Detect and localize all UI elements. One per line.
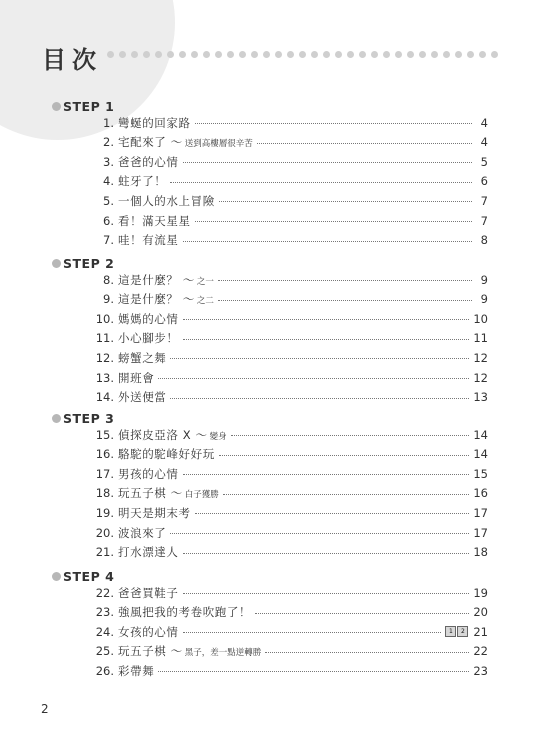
dot-ornament xyxy=(383,51,390,58)
entry-number: 18. xyxy=(95,486,114,501)
entry-page-number: 8 xyxy=(480,233,488,248)
step-label: STEP 2 xyxy=(63,255,115,271)
entry-number: 14. xyxy=(95,390,114,405)
entry-number: 26. xyxy=(95,663,114,678)
entry-number: 15. xyxy=(95,427,114,442)
entry-title-wrap xyxy=(118,154,179,170)
entry-title-wrap xyxy=(118,350,166,366)
toc-entry[interactable] xyxy=(80,152,488,171)
dot-leader xyxy=(183,593,470,594)
entry-number: 4. xyxy=(103,174,114,189)
dot-ornament xyxy=(203,51,210,58)
entry-subtitle: 黑子，差一點逆轉勝 xyxy=(184,648,262,659)
dot-ornament xyxy=(479,51,486,58)
entry-title-wrap xyxy=(118,311,179,327)
entry-title: 女孩的心情 xyxy=(118,624,179,639)
dot-leader xyxy=(183,319,470,320)
entry-title-wrap xyxy=(118,330,179,346)
entry-subtitle: 送到高樓層很辛苦 xyxy=(184,139,253,150)
entry-title-wrap xyxy=(118,505,191,521)
dot-leader xyxy=(170,358,469,359)
dot-leader xyxy=(219,201,472,202)
dot-ornament xyxy=(155,51,162,58)
dot-leader xyxy=(195,513,470,514)
entry-number: 21. xyxy=(95,545,114,560)
entry-title-wrap xyxy=(118,115,191,131)
level-badge: 1 xyxy=(445,626,456,637)
dot-leader xyxy=(231,435,470,436)
entry-title: 偵探皮亞洛 X ～ xyxy=(118,427,208,442)
entry-title-wrap xyxy=(118,446,215,462)
toc-entry[interactable] xyxy=(80,309,488,328)
entry-title: 明天是期末考 xyxy=(118,505,191,520)
toc-entry[interactable] xyxy=(80,661,488,680)
dot-leader xyxy=(183,474,470,475)
dot-ornament xyxy=(107,51,114,58)
entry-title-wrap xyxy=(118,291,214,307)
toc-entry[interactable] xyxy=(80,425,488,444)
dot-ornament xyxy=(287,51,294,58)
dot-ornament xyxy=(179,51,186,58)
entry-subtitle: 之一 xyxy=(196,276,214,287)
entry-page-number: 5 xyxy=(480,154,488,169)
dot-leader xyxy=(183,162,473,163)
toc-entry[interactable] xyxy=(80,642,488,661)
toc-entry[interactable] xyxy=(80,368,488,387)
dot-leader xyxy=(158,378,469,379)
entry-title: 爸爸買鞋子 xyxy=(118,585,179,600)
entry-number: 9. xyxy=(103,292,114,307)
dot-ornament xyxy=(491,51,498,58)
toc-entry[interactable] xyxy=(80,290,488,309)
toc-entry[interactable] xyxy=(80,622,488,641)
entry-number: 19. xyxy=(95,505,114,520)
entry-page-number: 10 xyxy=(473,311,488,326)
entry-title: 彎蜒的回家路 xyxy=(118,115,191,130)
toc-entry[interactable] xyxy=(80,191,488,210)
dot-ornament xyxy=(143,51,150,58)
entry-title: 這是什麼？ ～ xyxy=(118,292,195,307)
entry-title: 駱駝的駝峰好好玩 xyxy=(118,447,215,462)
entry-page-number: 22 xyxy=(473,644,488,659)
dot-ornament xyxy=(323,51,330,58)
page-number: 2 xyxy=(41,702,49,716)
dot-ornament xyxy=(131,51,138,58)
entry-page-number: 4 xyxy=(480,135,488,150)
dot-ornament xyxy=(191,51,198,58)
entry-title-wrap xyxy=(118,663,154,679)
toc-entry[interactable] xyxy=(80,503,488,522)
entry-number: 3. xyxy=(103,154,114,169)
dot-ornament xyxy=(335,51,342,58)
dot-leader xyxy=(218,280,472,281)
toc-entry[interactable] xyxy=(80,348,488,367)
dot-ornament xyxy=(443,51,450,58)
dot-ornament xyxy=(407,51,414,58)
dot-leader xyxy=(223,494,470,495)
entry-number: 7. xyxy=(103,233,114,248)
toc-entry[interactable] xyxy=(80,464,488,483)
entry-title: 這是什麼？ ～ xyxy=(118,272,195,287)
entry-page-number: 14 xyxy=(473,447,488,462)
entry-title-wrap xyxy=(118,272,214,288)
entry-number: 2. xyxy=(103,135,114,150)
dot-leader xyxy=(183,632,442,633)
entry-number: 13. xyxy=(95,370,114,385)
dot-leader xyxy=(170,182,472,183)
entry-title-wrap xyxy=(118,193,215,209)
dot-leader xyxy=(170,398,469,399)
dot-leader xyxy=(255,613,469,614)
entry-title: 哇！有流星 xyxy=(118,233,179,248)
entry-title-wrap xyxy=(118,585,179,601)
dot-ornament xyxy=(299,51,306,58)
dot-ornament xyxy=(311,51,318,58)
entry-number: 24. xyxy=(95,624,114,639)
entry-subtitle: 變身 xyxy=(209,431,227,442)
entry-title-wrap xyxy=(118,624,179,640)
entry-number: 20. xyxy=(95,525,114,540)
toc-entry[interactable] xyxy=(80,211,488,230)
entry-page-number: 17 xyxy=(473,525,488,540)
entry-page-number: 21 xyxy=(473,624,488,639)
entry-title-wrap xyxy=(118,389,166,405)
dot-leader xyxy=(218,300,472,301)
toc-entry[interactable] xyxy=(80,484,488,503)
toc-entry[interactable] xyxy=(80,445,488,464)
level-badge: 2 xyxy=(457,626,468,637)
entry-page-number: 17 xyxy=(473,505,488,520)
entry-title: 波浪來了 xyxy=(118,525,167,540)
page-title: 目次 xyxy=(42,46,102,74)
entry-title: 外送便當 xyxy=(118,390,167,405)
dot-ornament xyxy=(251,51,258,58)
toc-entry[interactable] xyxy=(80,388,488,407)
entry-title: 男孩的心情 xyxy=(118,466,179,481)
step-bullet-icon xyxy=(52,259,61,268)
entry-page-number: 20 xyxy=(473,605,488,620)
entry-number: 16. xyxy=(95,447,114,462)
dot-leader xyxy=(158,671,469,672)
entry-title: 爸爸的心情 xyxy=(118,154,179,169)
entry-subtitle: 之二 xyxy=(196,296,214,307)
toc-entry[interactable] xyxy=(80,543,488,562)
entry-title: 玩五子棋 ～ xyxy=(118,486,183,501)
entry-number: 6. xyxy=(103,213,114,228)
toc-entry[interactable] xyxy=(80,113,488,132)
dot-ornament xyxy=(431,51,438,58)
entry-title-wrap xyxy=(118,604,251,620)
dot-ornament xyxy=(395,51,402,58)
title-dot-rule xyxy=(107,51,498,58)
entry-number: 12. xyxy=(95,350,114,365)
entry-title-wrap xyxy=(118,213,191,229)
entry-page-number: 11 xyxy=(473,331,488,346)
dot-ornament xyxy=(455,51,462,58)
entry-title: 彩帶舞 xyxy=(118,663,155,678)
entry-page-number: 12 xyxy=(473,350,488,365)
entry-title-wrap xyxy=(118,485,219,501)
step-label: STEP 1 xyxy=(63,98,115,114)
dot-ornament xyxy=(119,51,126,58)
dot-leader xyxy=(195,123,472,124)
entry-title-wrap xyxy=(118,173,166,189)
entry-page-number: 12 xyxy=(473,370,488,385)
entry-title-wrap xyxy=(118,370,154,386)
entry-title-wrap xyxy=(118,525,166,541)
entry-title-wrap xyxy=(118,427,227,443)
dot-ornament xyxy=(347,51,354,58)
toc-entry[interactable] xyxy=(80,133,488,152)
dot-ornament xyxy=(227,51,234,58)
entry-title: 玩五子棋 ～ xyxy=(118,644,183,659)
step-bullet-icon xyxy=(52,102,61,111)
toc-entry[interactable] xyxy=(80,270,488,289)
step-bullet-icon xyxy=(52,414,61,423)
entry-title-wrap xyxy=(118,232,179,248)
dot-leader xyxy=(265,652,469,653)
entry-page-number: 6 xyxy=(480,174,488,189)
entry-title: 強風把我的考卷吹跑了！ xyxy=(118,605,252,620)
entry-number: 23. xyxy=(95,605,114,620)
dot-leader xyxy=(257,143,472,144)
entry-page-number: 19 xyxy=(473,585,488,600)
toc-entry[interactable] xyxy=(80,523,488,542)
entry-title: 小心腳步！ xyxy=(118,331,179,346)
entry-number: 10. xyxy=(95,311,114,326)
entry-number: 25. xyxy=(95,644,114,659)
dot-leader xyxy=(183,339,470,340)
dot-ornament xyxy=(275,51,282,58)
entry-page-number: 4 xyxy=(480,115,488,130)
toc-entry[interactable] xyxy=(80,172,488,191)
entry-title-wrap xyxy=(118,466,179,482)
entry-number: 17. xyxy=(95,466,114,481)
entry-title: 螃蟹之舞 xyxy=(118,350,167,365)
entry-title-wrap xyxy=(118,134,253,150)
dot-ornament xyxy=(371,51,378,58)
entry-number: 1. xyxy=(103,115,114,130)
entry-title: 媽媽的心情 xyxy=(118,311,179,326)
dot-ornament xyxy=(467,51,474,58)
entry-number: 8. xyxy=(103,272,114,287)
entry-page-number: 9 xyxy=(480,272,488,287)
toc-entry[interactable] xyxy=(80,329,488,348)
toc-entry[interactable] xyxy=(80,583,488,602)
dot-ornament xyxy=(263,51,270,58)
entry-number: 5. xyxy=(103,193,114,208)
entry-page-number: 13 xyxy=(473,390,488,405)
dot-leader xyxy=(183,553,470,554)
entry-title-wrap xyxy=(118,544,179,560)
entry-title: 宅配來了 ～ xyxy=(118,135,183,150)
dot-ornament xyxy=(359,51,366,58)
dot-leader xyxy=(170,533,469,534)
entry-page-number: 16 xyxy=(473,486,488,501)
entry-page-number: 9 xyxy=(480,292,488,307)
dot-leader xyxy=(195,221,472,222)
entry-page-number: 23 xyxy=(473,663,488,678)
entry-title: 打水漂達人 xyxy=(118,545,179,560)
step-bullet-icon xyxy=(52,572,61,581)
dot-leader xyxy=(183,241,473,242)
entry-title: 一個人的水上冒險 xyxy=(118,193,215,208)
entry-title: 開班會 xyxy=(118,370,155,385)
entry-title: 蛀牙了！ xyxy=(118,174,167,189)
dot-ornament xyxy=(239,51,246,58)
dot-ornament xyxy=(215,51,222,58)
dot-ornament xyxy=(419,51,426,58)
toc-entry[interactable] xyxy=(80,603,488,622)
entry-page-number: 7 xyxy=(480,213,488,228)
entry-number: 22. xyxy=(95,585,114,600)
level-badges xyxy=(445,626,469,637)
entry-title: 看！滿天星星 xyxy=(118,213,191,228)
dot-leader xyxy=(219,455,470,456)
entry-subtitle: 白子獲勝 xyxy=(184,490,219,501)
toc-entry[interactable] xyxy=(80,231,488,250)
entry-title-wrap xyxy=(118,643,261,659)
entry-page-number: 18 xyxy=(473,545,488,560)
entry-number: 11. xyxy=(95,331,114,346)
step-label: STEP 4 xyxy=(63,568,115,584)
entry-page-number: 14 xyxy=(473,427,488,442)
dot-ornament xyxy=(167,51,174,58)
entry-page-number: 7 xyxy=(480,193,488,208)
step-label: STEP 3 xyxy=(63,410,115,426)
entry-page-number: 15 xyxy=(473,466,488,481)
